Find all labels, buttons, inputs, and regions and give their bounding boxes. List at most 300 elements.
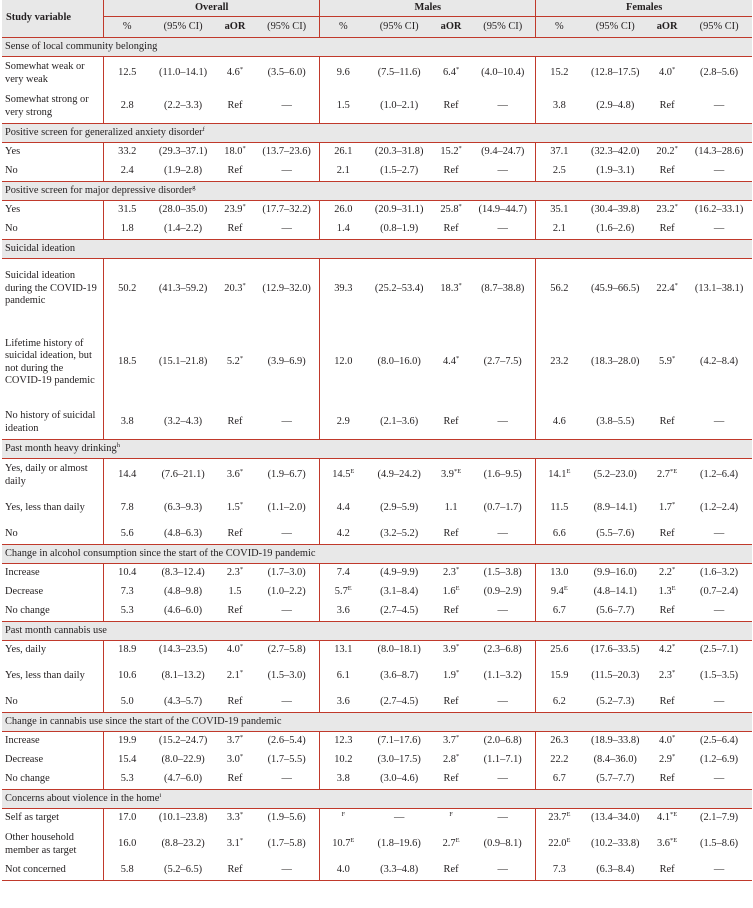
cell-value: 5.3 bbox=[120, 605, 134, 617]
ci-cell bbox=[150, 861, 216, 881]
percent-cell bbox=[536, 57, 583, 91]
cell-value: (1.4–2.2) bbox=[164, 223, 203, 235]
aor-ci-cell bbox=[470, 162, 536, 182]
cell-value: (0.8–1.9) bbox=[380, 223, 419, 235]
cell-value: 2.2 bbox=[659, 567, 673, 579]
cell-value: (8.9–14.1) bbox=[593, 502, 637, 514]
cell-value: (41.3–59.2) bbox=[158, 282, 208, 294]
percent-cell bbox=[320, 492, 367, 525]
section-title bbox=[2, 790, 752, 809]
percent-cell bbox=[104, 828, 151, 861]
footnote-marker: * bbox=[242, 145, 246, 153]
cell-value: (9.4–24.7) bbox=[481, 146, 525, 158]
cell-value: (3.8–5.5) bbox=[596, 416, 635, 428]
cell-value: Ref bbox=[227, 223, 243, 235]
percent-cell bbox=[536, 259, 583, 320]
cell-value: 23.2 bbox=[656, 204, 675, 216]
ci-cell bbox=[366, 220, 432, 240]
cell-value: — bbox=[497, 696, 508, 708]
table-row bbox=[2, 583, 752, 602]
aor-cell bbox=[216, 732, 254, 752]
row-label: No bbox=[5, 223, 18, 235]
table-row bbox=[2, 143, 752, 163]
cell-value: 3.6 bbox=[336, 605, 350, 617]
ci-cell bbox=[150, 406, 216, 440]
cell-value: 4.0 bbox=[659, 735, 673, 747]
table-row bbox=[2, 57, 752, 91]
aor-ci-cell bbox=[686, 57, 752, 91]
cell-value: 3.7 bbox=[442, 735, 456, 747]
cell-value: 2.1 bbox=[336, 165, 350, 177]
cell-value: (20.3–31.8) bbox=[374, 146, 424, 158]
aor-ci-cell bbox=[470, 583, 536, 602]
percent-cell bbox=[536, 751, 583, 770]
aor-cell bbox=[432, 751, 470, 770]
subheader-aor: aOR bbox=[216, 17, 254, 38]
table-row bbox=[2, 162, 752, 182]
ci-cell bbox=[150, 525, 216, 545]
aor-ci-cell bbox=[686, 201, 752, 221]
ci-cell bbox=[150, 162, 216, 182]
cell-value: 3.8 bbox=[120, 416, 134, 428]
cell-value: 50.2 bbox=[118, 282, 137, 294]
cell-value: 3.1 bbox=[226, 838, 240, 850]
ci-cell bbox=[582, 90, 648, 124]
percent-cell bbox=[320, 57, 367, 91]
cell-value: — bbox=[713, 100, 725, 112]
aor-cell bbox=[648, 459, 686, 493]
percent-cell bbox=[320, 90, 367, 124]
footnote-marker: E bbox=[671, 585, 676, 593]
ci-cell bbox=[150, 602, 216, 622]
cell-value: 4.0 bbox=[659, 67, 673, 79]
aor-ci-cell bbox=[686, 319, 752, 406]
ci-cell bbox=[366, 492, 432, 525]
cell-value: (1.1–2.0) bbox=[267, 502, 306, 514]
cell-value: 4.6 bbox=[552, 416, 566, 428]
cell-value: (2.2–3.3) bbox=[164, 100, 203, 112]
aor-ci-cell bbox=[254, 809, 320, 829]
cell-value: (14.3–28.6) bbox=[694, 146, 744, 158]
row-label: Yes bbox=[5, 146, 21, 158]
table-row bbox=[2, 861, 752, 881]
aor-ci-cell bbox=[686, 459, 752, 493]
section-title-text: Positive screen for generalized anxiety disorder bbox=[5, 126, 203, 138]
row-label: Increase bbox=[5, 567, 40, 579]
cell-value: (4.0–10.4) bbox=[481, 67, 525, 79]
cell-value: — bbox=[281, 100, 292, 112]
aor-ci-cell bbox=[254, 319, 320, 406]
cell-value: (4.9–24.2) bbox=[377, 469, 421, 481]
aor-cell bbox=[432, 406, 470, 440]
cell-value: Ref bbox=[659, 696, 675, 708]
aor-cell bbox=[648, 583, 686, 602]
ci-cell bbox=[582, 602, 648, 622]
table-row bbox=[2, 525, 752, 545]
cell-value: — bbox=[497, 223, 508, 235]
ci-cell bbox=[366, 525, 432, 545]
group-header-overall: Overall bbox=[104, 0, 320, 17]
cell-value: (4.2–8.4) bbox=[700, 356, 739, 368]
percent-cell bbox=[320, 732, 367, 752]
cell-value: (2.6–5.4) bbox=[267, 735, 306, 747]
footnote-marker: * bbox=[455, 734, 460, 742]
cell-value: (14.9–44.7) bbox=[478, 204, 527, 216]
aor-ci-cell bbox=[470, 809, 536, 829]
table-row bbox=[2, 732, 752, 752]
cell-value: — bbox=[497, 773, 508, 785]
ci-cell bbox=[582, 201, 648, 221]
cell-value: 1.4 bbox=[336, 223, 350, 235]
ci-cell bbox=[150, 693, 216, 713]
cell-value: (30.4–39.8) bbox=[591, 204, 640, 216]
row-label: Decrease bbox=[5, 754, 44, 766]
cell-value: (28.0–35.0) bbox=[158, 204, 208, 216]
footnote-marker: E bbox=[455, 837, 460, 845]
percent-cell bbox=[320, 751, 367, 770]
ci-cell bbox=[366, 732, 432, 752]
aor-ci-cell bbox=[470, 259, 536, 320]
cell-value: 2.9 bbox=[659, 754, 673, 766]
cell-value: Ref bbox=[443, 528, 459, 540]
ci-cell bbox=[366, 201, 432, 221]
table-row bbox=[2, 693, 752, 713]
cell-value: (1.9–3.1) bbox=[596, 165, 635, 177]
ci-cell bbox=[366, 406, 432, 440]
cell-value: 3.6 bbox=[657, 838, 671, 850]
cell-value: (20.9–31.1) bbox=[374, 204, 424, 216]
cell-value: Ref bbox=[227, 528, 243, 540]
footnote-marker: E bbox=[566, 837, 571, 845]
subheader-percent: % bbox=[320, 17, 367, 38]
cell-value: 35.1 bbox=[550, 204, 569, 216]
footnote-marker: * bbox=[458, 145, 462, 153]
row-label: Increase bbox=[5, 735, 40, 747]
table-row bbox=[2, 492, 752, 525]
ci-cell bbox=[366, 828, 432, 861]
cell-value: — bbox=[497, 100, 508, 112]
footnote-marker: * bbox=[458, 203, 462, 211]
cell-value: Ref bbox=[227, 416, 243, 428]
footnote-marker: *E bbox=[670, 811, 678, 819]
percent-cell bbox=[104, 732, 151, 752]
percent-cell bbox=[536, 220, 583, 240]
cell-value: (4.7–6.0) bbox=[164, 773, 203, 785]
aor-cell bbox=[648, 602, 686, 622]
cell-value: Ref bbox=[227, 773, 243, 785]
section-title-text: Change in alcohol consumption since the start of the COVID-19 pandemic bbox=[5, 547, 316, 559]
aor-ci-cell bbox=[254, 641, 320, 661]
cell-value: — bbox=[713, 864, 725, 876]
aor-cell bbox=[648, 809, 686, 829]
aor-cell bbox=[432, 525, 470, 545]
footnote-marker: E bbox=[347, 585, 352, 593]
cell-value: (1.9–6.7) bbox=[267, 469, 306, 481]
cell-value: (4.9–9.9) bbox=[380, 567, 419, 579]
cell-value: 4.6 bbox=[226, 67, 240, 79]
cell-value: 1.9 bbox=[442, 670, 456, 682]
aor-ci-cell bbox=[686, 162, 752, 182]
footnote-marker: * bbox=[239, 468, 244, 476]
percent-cell bbox=[320, 828, 367, 861]
table-row bbox=[2, 90, 752, 124]
cell-value: (2.7–4.5) bbox=[380, 696, 419, 708]
cell-value: 17.0 bbox=[118, 812, 137, 824]
aor-ci-cell bbox=[470, 564, 536, 584]
aor-cell bbox=[216, 770, 254, 790]
percent-cell bbox=[320, 770, 367, 790]
footnote-marker: *E bbox=[670, 837, 678, 845]
table-row bbox=[2, 201, 752, 221]
aor-cell bbox=[216, 492, 254, 525]
row-label: No change bbox=[5, 773, 50, 785]
aor-ci-cell bbox=[254, 259, 320, 320]
cell-value: 2.3 bbox=[659, 670, 673, 682]
footnote-marker: * bbox=[458, 281, 462, 289]
cell-value: 7.3 bbox=[120, 586, 134, 598]
cell-value: (0.9–2.9) bbox=[483, 586, 522, 598]
percent-cell bbox=[536, 583, 583, 602]
row-label: Somewhat strong or very strong bbox=[5, 94, 89, 118]
ci-cell bbox=[366, 162, 432, 182]
cell-value: 1.5 bbox=[226, 502, 240, 514]
cell-value: (5.2–6.5) bbox=[164, 864, 203, 876]
cell-value: Ref bbox=[659, 100, 675, 112]
aor-ci-cell bbox=[686, 406, 752, 440]
percent-cell bbox=[104, 641, 151, 661]
cell-value: 26.3 bbox=[550, 735, 569, 747]
ci-cell bbox=[366, 693, 432, 713]
aor-cell bbox=[648, 861, 686, 881]
cell-value: 4.2 bbox=[336, 528, 350, 540]
aor-cell bbox=[432, 660, 470, 693]
percent-cell bbox=[320, 641, 367, 661]
cell-value: (13.7–23.6) bbox=[262, 146, 311, 158]
cell-value: 2.7 bbox=[442, 838, 456, 850]
ci-cell bbox=[366, 602, 432, 622]
footnote-marker: * bbox=[455, 643, 460, 651]
aor-ci-cell bbox=[254, 57, 320, 91]
cell-value: (1.7–3.0) bbox=[267, 567, 306, 579]
aor-ci-cell bbox=[254, 220, 320, 240]
row-label: Yes, less than daily bbox=[5, 502, 85, 514]
aor-cell bbox=[432, 90, 470, 124]
ci-cell bbox=[582, 220, 648, 240]
cell-value: 1.3 bbox=[658, 586, 672, 598]
ci-cell bbox=[366, 861, 432, 881]
aor-cell bbox=[648, 259, 686, 320]
cell-value: 5.7 bbox=[334, 586, 348, 598]
ci-cell bbox=[582, 660, 648, 693]
cell-value: Ref bbox=[227, 100, 243, 112]
cell-value: 9.6 bbox=[336, 67, 350, 79]
cell-value: — bbox=[393, 812, 405, 824]
cell-value: 18.9 bbox=[118, 644, 137, 656]
aor-cell bbox=[432, 143, 470, 163]
cell-value: (7.1–17.6) bbox=[377, 735, 421, 747]
cell-value: 20.3 bbox=[224, 282, 243, 294]
percent-cell bbox=[536, 732, 583, 752]
aor-ci-cell bbox=[686, 602, 752, 622]
footnote-marker: i bbox=[159, 791, 162, 799]
table-row bbox=[2, 259, 752, 320]
cell-value: (1.5–8.6) bbox=[700, 838, 739, 850]
aor-ci-cell bbox=[470, 732, 536, 752]
cell-value: (3.2–4.3) bbox=[164, 416, 203, 428]
ci-cell bbox=[150, 220, 216, 240]
cell-value: — bbox=[281, 528, 292, 540]
ci-cell bbox=[582, 162, 648, 182]
aor-ci-cell bbox=[254, 492, 320, 525]
cell-value: 3.3 bbox=[226, 812, 240, 824]
row-label: No history of suicidal ideation bbox=[5, 410, 96, 434]
cell-value: 3.0 bbox=[226, 754, 240, 766]
percent-cell bbox=[536, 660, 583, 693]
cell-value: (2.8–5.6) bbox=[700, 67, 739, 79]
cell-value: 5.6 bbox=[120, 528, 134, 540]
percent-cell bbox=[320, 564, 367, 584]
table-row bbox=[2, 751, 752, 770]
aor-ci-cell bbox=[254, 828, 320, 861]
aor-ci-cell bbox=[470, 143, 536, 163]
cell-value: (8.0–16.0) bbox=[377, 356, 421, 368]
footnote-marker: * bbox=[672, 66, 676, 74]
aor-ci-cell bbox=[686, 751, 752, 770]
aor-cell bbox=[432, 220, 470, 240]
aor-ci-cell bbox=[686, 564, 752, 584]
percent-cell bbox=[320, 220, 367, 240]
percent-cell bbox=[320, 319, 367, 406]
cell-value: Ref bbox=[659, 416, 675, 428]
cell-value: (15.1–21.8) bbox=[158, 356, 208, 368]
cell-value: — bbox=[281, 416, 292, 428]
aor-cell bbox=[216, 201, 254, 221]
cell-value: Ref bbox=[227, 696, 243, 708]
cell-value: 4.4 bbox=[336, 502, 350, 514]
cell-value: Ref bbox=[443, 223, 459, 235]
ci-cell bbox=[150, 660, 216, 693]
cell-value: 18.0 bbox=[224, 146, 243, 158]
footnote-marker: *E bbox=[453, 468, 462, 476]
cell-value: Ref bbox=[659, 773, 675, 785]
cell-value: (7.5–11.6) bbox=[377, 67, 421, 79]
aor-cell bbox=[216, 525, 254, 545]
subheader-aor: aOR bbox=[432, 17, 470, 38]
row-label: No change bbox=[5, 605, 50, 617]
percent-cell bbox=[320, 459, 367, 493]
cell-value: 6.7 bbox=[552, 773, 566, 785]
cell-value: (3.3–4.8) bbox=[380, 864, 419, 876]
percent-cell bbox=[320, 525, 367, 545]
section-header-row bbox=[2, 790, 752, 809]
footnote-marker: * bbox=[672, 669, 676, 677]
cell-value: 56.2 bbox=[550, 282, 569, 294]
ci-cell bbox=[582, 57, 648, 91]
cell-value: Ref bbox=[659, 864, 675, 876]
aor-cell bbox=[648, 828, 686, 861]
cell-value: (3.6–8.7) bbox=[380, 670, 419, 682]
cell-value: 3.9 bbox=[442, 644, 456, 656]
cell-value: 39.3 bbox=[334, 282, 353, 294]
ci-cell bbox=[150, 732, 216, 752]
aor-cell bbox=[216, 90, 254, 124]
cell-value: (18.3–28.0) bbox=[591, 356, 640, 368]
cell-value: 4.2 bbox=[659, 644, 673, 656]
row-label: Lifetime history of suicidal ideation, but not during the COVID-19 pandemic bbox=[5, 337, 95, 386]
footnote-marker: * bbox=[242, 281, 246, 289]
section-title bbox=[2, 182, 752, 201]
row-label: Not concerned bbox=[2, 861, 104, 881]
cell-value: (8.8–23.2) bbox=[161, 838, 205, 850]
percent-cell bbox=[320, 861, 367, 881]
aor-cell bbox=[216, 459, 254, 493]
aor-ci-cell bbox=[686, 660, 752, 693]
aor-cell bbox=[648, 90, 686, 124]
aor-cell bbox=[648, 162, 686, 182]
cell-value: 1.5 bbox=[228, 586, 242, 598]
percent-cell bbox=[320, 406, 367, 440]
aor-cell bbox=[648, 143, 686, 163]
aor-cell bbox=[216, 143, 254, 163]
aor-ci-cell bbox=[686, 90, 752, 124]
row-label: Yes, daily bbox=[5, 644, 47, 656]
aor-ci-cell bbox=[686, 770, 752, 790]
aor-ci-cell bbox=[254, 406, 320, 440]
cell-value: (7.6–21.1) bbox=[161, 469, 205, 481]
aor-ci-cell bbox=[470, 828, 536, 861]
cell-value: 2.3 bbox=[226, 567, 240, 579]
cell-value: — bbox=[497, 864, 508, 876]
ci-cell bbox=[366, 90, 432, 124]
percent-cell bbox=[104, 660, 151, 693]
ci-cell bbox=[150, 57, 216, 91]
aor-cell bbox=[648, 732, 686, 752]
aor-ci-cell bbox=[254, 162, 320, 182]
percent-cell bbox=[536, 319, 583, 406]
aor-cell bbox=[432, 459, 470, 493]
cell-value: (13.1–38.1) bbox=[694, 282, 744, 294]
ci-cell bbox=[366, 641, 432, 661]
aor-ci-cell bbox=[686, 525, 752, 545]
aor-ci-cell bbox=[254, 693, 320, 713]
aor-ci-cell bbox=[470, 751, 536, 770]
study-variable-header: Study variable bbox=[2, 0, 104, 38]
aor-cell bbox=[216, 57, 254, 91]
subheader-ci: (95% CI) bbox=[366, 17, 432, 38]
section-header-row bbox=[2, 713, 752, 732]
row-label: Yes, daily or almost daily bbox=[5, 463, 88, 487]
percent-cell bbox=[536, 861, 583, 881]
percent-cell bbox=[104, 583, 151, 602]
cell-value: 23.2 bbox=[550, 356, 569, 368]
section-header-row bbox=[2, 38, 752, 57]
footnote-marker: * bbox=[672, 734, 676, 742]
cell-value: (8.4–36.0) bbox=[593, 754, 637, 766]
cell-value: 25.8 bbox=[440, 204, 459, 216]
cell-value: — bbox=[497, 528, 508, 540]
ci-cell bbox=[150, 828, 216, 861]
cell-value: (17.7–32.2) bbox=[262, 204, 311, 216]
cell-value: (2.5–6.4) bbox=[700, 735, 739, 747]
cell-value: (3.5–6.0) bbox=[267, 67, 306, 79]
aor-ci-cell bbox=[254, 602, 320, 622]
percent-cell bbox=[104, 319, 151, 406]
cell-value: (45.9–66.5) bbox=[591, 282, 640, 294]
cell-value: 2.4 bbox=[120, 165, 134, 177]
ci-cell bbox=[582, 259, 648, 320]
ci-cell bbox=[150, 564, 216, 584]
footnote-marker: E bbox=[455, 585, 460, 593]
